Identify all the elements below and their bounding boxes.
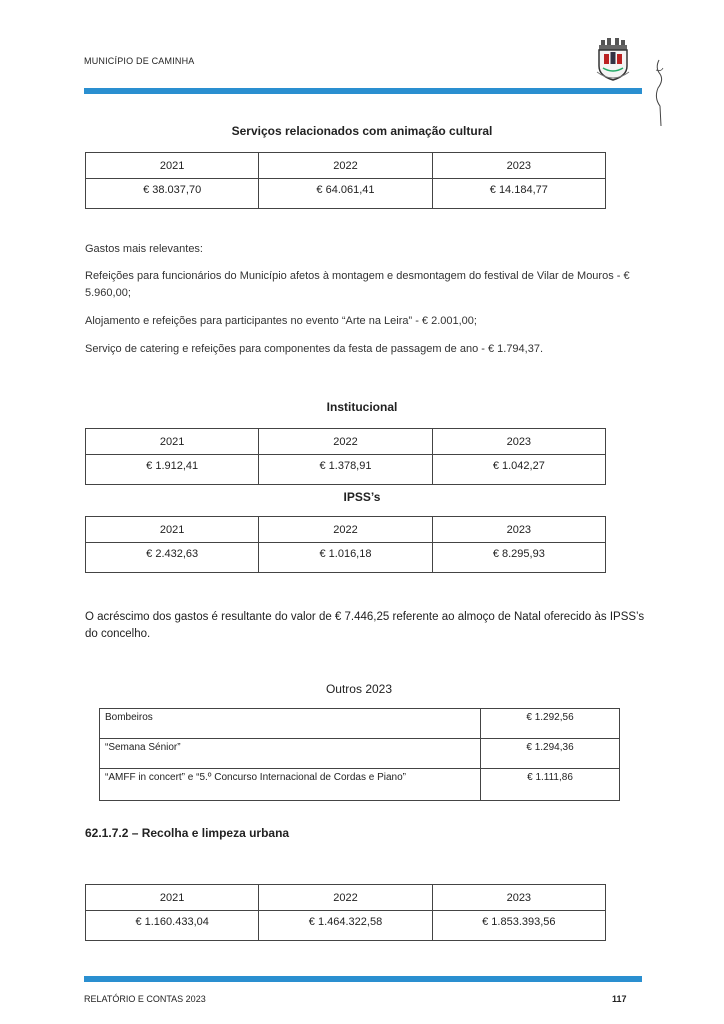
institutional-year-2023: 2023 bbox=[432, 429, 605, 455]
institutional-value-2021: € 1.912,41 bbox=[86, 455, 259, 485]
ipss-section-title: IPSS’s bbox=[343, 490, 381, 504]
cultural-table bbox=[85, 152, 606, 209]
cultural-year-2023: 2023 bbox=[432, 153, 605, 179]
institutional-year-2021: 2021 bbox=[86, 429, 259, 455]
cultural-value-2021: € 38.037,70 bbox=[86, 179, 259, 209]
municipality-header: MUNICÍPIO DE CAMINHA bbox=[84, 56, 195, 66]
expense-item-2: Alojamento e refeições para participantes no evento “Arte na Leira” - € 2.001,00; bbox=[85, 315, 477, 327]
urban-year-2021: 2021 bbox=[86, 885, 259, 911]
expense-item-1: Refeições para funcionários do Município afetos à montagem e desmontagem do festival de Vilar de Mouros - € 5.960,00; bbox=[85, 270, 630, 299]
ipss-year-2023: 2023 bbox=[432, 517, 605, 543]
urban-table bbox=[85, 884, 606, 941]
cultural-year-2022: 2022 bbox=[259, 153, 432, 179]
ipss-value-2022: € 1.016,18 bbox=[259, 543, 432, 573]
page-number: 117 bbox=[612, 994, 627, 1004]
cultural-value-2022: € 64.061,41 bbox=[259, 179, 432, 209]
urban-value-2022: € 1.464.322,58 bbox=[259, 911, 432, 941]
others-row-label: “AMFF in concert” e “5.º Concurso Internacional de Cordas e Piano” bbox=[100, 769, 481, 801]
expenses-intro: Gastos mais relevantes: bbox=[85, 243, 203, 255]
municipal-crest-icon bbox=[593, 38, 633, 82]
urban-year-2023: 2023 bbox=[432, 885, 605, 911]
ipss-note: O acréscimo dos gastos é resultante do valor de € 7.446,25 referente ao almoço de Natal oferecido às IPSS’s do concelho. bbox=[85, 611, 645, 640]
others-section-title: Outros 2023 bbox=[325, 682, 393, 696]
institutional-value-2023: € 1.042,27 bbox=[432, 455, 605, 485]
institutional-table bbox=[85, 428, 606, 485]
cultural-section-title: Serviços relacionados com animação cultural bbox=[231, 124, 493, 138]
institutional-year-2022: 2022 bbox=[259, 429, 432, 455]
urban-year-2022: 2022 bbox=[259, 885, 432, 911]
others-row-amount: € 1.111,86 bbox=[481, 769, 620, 801]
others-row-label: Bombeiros bbox=[100, 709, 481, 739]
others-row-amount: € 1.294,36 bbox=[481, 739, 620, 769]
expense-item-3: Serviço de catering e refeições para componentes da festa de passagem de ano - € 1.794,37. bbox=[85, 343, 544, 355]
urban-value-2023: € 1.853.393,56 bbox=[432, 911, 605, 941]
ipss-year-2022: 2022 bbox=[259, 517, 432, 543]
others-row-amount: € 1.292,56 bbox=[481, 709, 620, 739]
urban-section-heading: 62.1.7.2 – Recolha e limpeza urbana bbox=[85, 826, 290, 840]
ipss-value-2021: € 2.432,63 bbox=[86, 543, 259, 573]
footer-divider-bar bbox=[84, 976, 642, 982]
header-divider-bar bbox=[84, 88, 642, 94]
others-row bbox=[100, 739, 620, 769]
signature-mark bbox=[645, 58, 673, 128]
urban-value-2021: € 1.160.433,04 bbox=[86, 911, 259, 941]
institutional-value-2022: € 1.378,91 bbox=[259, 455, 432, 485]
cultural-value-2023: € 14.184,77 bbox=[432, 179, 605, 209]
others-row bbox=[100, 709, 620, 739]
ipss-table bbox=[85, 516, 606, 573]
others-row-label: “Semana Sénior” bbox=[100, 739, 481, 769]
others-table bbox=[99, 708, 620, 801]
cultural-year-2021: 2021 bbox=[86, 153, 259, 179]
institutional-section-title: Institucional bbox=[326, 400, 398, 414]
others-row bbox=[100, 769, 620, 801]
ipss-year-2021: 2021 bbox=[86, 517, 259, 543]
ipss-value-2023: € 8.295,93 bbox=[432, 543, 605, 573]
footer-report-title: RELATÓRIO E CONTAS 2023 bbox=[84, 994, 206, 1004]
